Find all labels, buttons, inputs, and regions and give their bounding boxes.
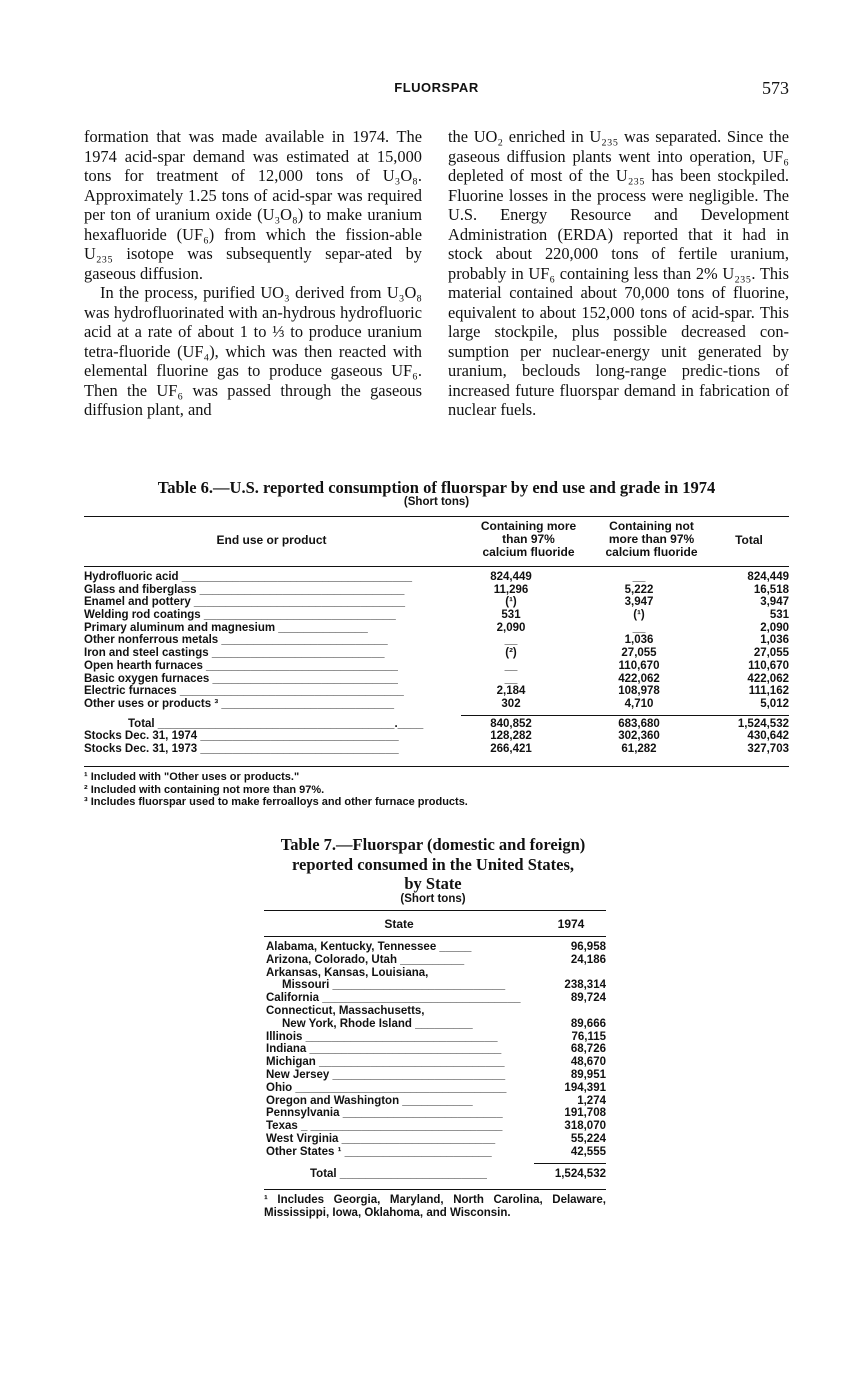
table7-title-line-2: reported consumed in the United States, <box>291 854 575 874</box>
table-row: Michigan _____________________________ 48,670 <box>266 1056 606 1069</box>
table6-subtitle: (Short tons) <box>403 496 470 508</box>
left-paragraph-1: formation that was made available in 1974. The 1974 acid-spar demand was estimated at 15,000 tons for treatment of 12,000 tons of U₃O₈. Approximately 1.25 tons of acid-spar was required per ton of uranium oxide (U₃O₈) to make uranium hexafluoride (UF₆) from which the fission-able U₂₃₅ isotope was subsequently separ-ated by gaseous diffusion. <box>84 127 422 283</box>
table-row: Other States ¹ _______________________ 42,555 <box>266 1145 606 1158</box>
table-row: West Virginia ________________________ 55,224 <box>266 1132 606 1145</box>
page-number: 573 <box>762 78 789 98</box>
footnote-2: ² Included with containing not more than 97%. <box>84 783 325 796</box>
table-row: Ohio _________________________________ 194,391 <box>266 1081 606 1094</box>
table7-body <box>266 941 606 1180</box>
table6-bottom-rule <box>84 766 789 767</box>
table7-title-line-1: Table 7.—Fluorspar (domestic and foreign) <box>280 835 586 854</box>
table7-header-rule <box>264 936 606 937</box>
table-row: Indiana ______________________________ 68,726 <box>266 1043 606 1056</box>
table-row: Texas _ ______________________________ 318,070 <box>266 1120 606 1133</box>
table-row: Electric furnaces ___________________________________ 2,184 108,978 111,162 <box>84 685 789 698</box>
table-row: Iron and steel castings ___________________________ (²) 27,055 27,055 <box>84 647 789 660</box>
table-row: Illinois ______________________________ 76,115 <box>266 1030 606 1043</box>
table-row: Missouri ___________________________ 238,314 <box>282 979 606 992</box>
table-row: Welding rod coatings ______________________________ 531 (¹) 531 <box>84 609 789 622</box>
table-row: Other nonferrous metals __________________________ __ 1,036 1,036 <box>84 634 789 647</box>
table7-top-rule <box>264 910 606 911</box>
table-row: Enamel and pottery _________________________________ (¹) 3,947 3,947 <box>84 596 789 609</box>
table-row: Alabama, Kentucky, Tennessee _____ 96,958 <box>266 941 606 953</box>
table6-stocks-1974-row: Stocks Dec. 31, 1974 _______________________________ 128,282 302,360 430,642 <box>84 730 789 743</box>
table6-top-rule <box>84 516 789 517</box>
table6-header <box>84 520 789 562</box>
table6-header-end-use: End use or product <box>216 533 327 547</box>
table6-body <box>84 571 789 756</box>
table6-header-rule <box>84 566 789 567</box>
table7-header-year: 1974 <box>557 917 585 931</box>
table-row: Connecticut, Massachusetts, <box>266 1004 425 1017</box>
table7-total-row: Total _______________________ 1,524,532 <box>310 1167 606 1180</box>
right-column <box>448 127 789 420</box>
table6-total-row: Total _____________________________________.____ 840,852 683,680 1,524,532 <box>128 717 789 730</box>
table-row: Hydrofluoric acid ____________________________________ 824,449 __ 824,449 <box>84 571 789 583</box>
table7-title-line-3: by State <box>404 874 462 893</box>
table7-sum-space <box>266 1159 606 1168</box>
table6-stocks-1973-row: Stocks Dec. 31, 1973 _______________________________ 266,421 61,282 327,703 <box>84 742 789 755</box>
table7-title <box>258 835 608 894</box>
footnote-3: ³ Includes fluorspar used to make ferroalloys and other furnace products. <box>84 796 468 808</box>
table-row: Other uses or products ³ ___________________________ 302 4,710 5,012 <box>84 697 789 710</box>
table-row: Glass and fiberglass ________________________________ 11,296 5,222 16,518 <box>84 583 789 596</box>
table7-bottom-rule <box>264 1189 606 1190</box>
left-paragraph-2: In the process, purified UO₃ derived from U₃O₈ was hydrofluorinated with an-hydrous hydrofluoric acid at a rate of about 1 to ⅓ to produce uranium tetra-fluoride (UF₄), which was then reacted with elemental fluorine gas to produce gaseous UF₆. Then the UF₆ was passed through the gaseous diffusion plant, and <box>84 283 422 419</box>
table-row: Arizona, Colorado, Utah __________ 24,186 <box>266 953 606 966</box>
table6-header-col1: Containing more than 97% calcium fluoride <box>480 519 577 559</box>
left-column <box>84 127 422 420</box>
table6-footnotes <box>84 771 789 809</box>
table6-sum-rule <box>461 715 789 716</box>
table7-footnote: ¹ Includes Georgia, Maryland, North Carolina, Delaware, Mississippi, Iowa, Oklahoma, and Wisconsin. <box>264 1194 606 1219</box>
table-row: Oregon and Washington ___________ 1,274 <box>266 1094 606 1107</box>
table-row: California _______________________________ 89,724 <box>266 992 606 1005</box>
table-row: New York, Rhode Island _________ 89,666 <box>282 1017 606 1030</box>
table7-subtitle: (Short tons) <box>400 893 466 905</box>
table-row: Open hearth furnaces ______________________________ __ 110,670 110,670 <box>84 659 789 672</box>
running-head <box>84 78 789 100</box>
footnote-1: ¹ Included with "Other uses or products." <box>84 771 300 783</box>
table6-header-col2: Containing not more than 97% calcium fluoride <box>605 519 698 559</box>
table-row: Arkansas, Kansas, Louisiana, <box>266 966 429 979</box>
table-row: Basic oxygen furnaces _____________________________ __ 422,062 422,062 <box>84 672 789 685</box>
table-row: New Jersey ___________________________ 89,951 <box>266 1068 606 1081</box>
table-row: Primary aluminum and magnesium ______________ 2,090 __ 2,090 <box>84 621 789 634</box>
running-title: FLUORSPAR <box>394 80 479 95</box>
table6-title: Table 6.—U.S. reported consumption of fluorspar by end use and grade in 1974 <box>157 478 716 497</box>
table-row: Pennsylvania _________________________ 191,708 <box>266 1107 606 1120</box>
table6-header-total: Total <box>735 533 763 547</box>
table7-header-state: State <box>384 917 414 931</box>
right-paragraph-1: the UO₂ enriched in U₂₃₅ was separated. Since the gaseous diffusion plants went into operation, UF₆ depleted of most of the U₂₃₅ has been stockpiled. Fluorine losses in the process were negligible. The U.S. Energy Resource and Development Administration (ERDA) reported that it had in stock about 220,000 tons of fertile uranium, probably in UF₆ containing less than 2% U₂₃₅. This material contained about 70,000 tons of fluorine, equivalent to about 152,000 tons of acid-spar. This large stockpile, plus possible decreased con-sumption per nuclear-energy unit generated by uranium, beclouds long-range predic-tions of increased future fluorspar demand in fabrication of nuclear fuels. <box>448 127 789 419</box>
table6-sum-rules <box>84 711 789 718</box>
table7-sum-rule <box>534 1163 606 1164</box>
